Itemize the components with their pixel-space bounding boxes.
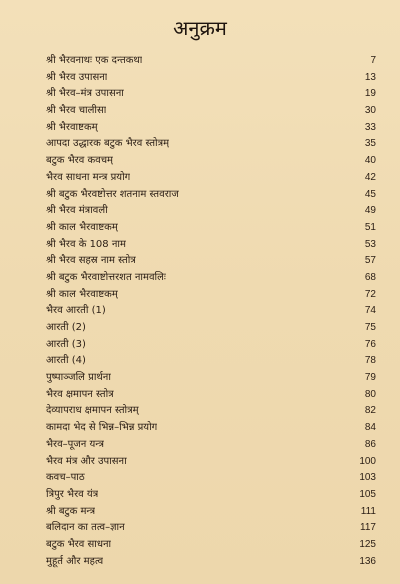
toc-entry-page-number: 7	[370, 55, 376, 66]
toc-entry-page-number: 84	[364, 422, 376, 434]
toc-entry-title: आरती (3)	[46, 338, 86, 350]
toc-entry-title: भैरव आरती (1)	[46, 305, 106, 317]
toc-entry-page-number: 86	[364, 438, 376, 450]
toc-entry-title: मुहूर्त और महत्व	[46, 555, 104, 567]
toc-entry	[46, 554, 376, 571]
toc-entry-title: कवच–पाठ	[46, 472, 85, 484]
toc-entry	[46, 403, 376, 420]
toc-entry-page-number: 72	[364, 288, 376, 300]
toc-entry	[46, 537, 376, 554]
toc-entry	[46, 287, 376, 304]
toc-entry-title: श्री भैरव मंत्रावली	[46, 205, 108, 217]
toc-entry	[46, 187, 376, 204]
toc-entry-title: बटुक भैरव साधना	[46, 538, 112, 550]
toc-entry-title: श्री भैरव चालीसा	[46, 105, 107, 117]
toc-entry	[46, 470, 376, 487]
toc-entry-title: आपदा उद्धारक बटुक भैरव स्तोत्रम्	[46, 138, 170, 150]
toc-entry	[46, 420, 376, 437]
toc-entry	[46, 303, 376, 320]
toc-entry-page-number: 125	[359, 538, 376, 550]
toc-entry-page-number: 45	[364, 188, 376, 200]
toc-entry-title: श्री भैरव सहस्र नाम स्तोत्र	[46, 255, 136, 267]
toc-entry-title: श्री भैरव–मंत्र उपासना	[46, 88, 124, 100]
toc-entry-page-number: 68	[364, 271, 376, 283]
toc-entry	[46, 520, 376, 537]
toc-entry-title: पुष्पाञ्जलि प्रार्थना	[46, 372, 111, 384]
toc-entry	[46, 136, 376, 153]
toc-entry	[46, 86, 376, 103]
toc-entry-page-number: 117	[360, 522, 376, 534]
toc-entry	[46, 437, 376, 454]
toc-entry-page-number: 100	[359, 455, 376, 467]
page-title: अनुक्रम	[173, 16, 227, 40]
toc-entry	[46, 337, 376, 354]
toc-entry-title: श्री काल भैरवाष्टकम्	[46, 288, 118, 300]
toc-entry-title: श्री काल भैरवाष्टकम्	[46, 221, 118, 233]
toc-entry-title: श्री भैरवाष्टकम्	[46, 121, 98, 133]
toc-entry	[46, 170, 376, 187]
toc-entry-page-number: 103	[359, 472, 376, 484]
toc-entry-page-number: 35	[364, 138, 376, 150]
toc-entry-page-number: 33	[364, 121, 376, 133]
toc-entry	[46, 454, 376, 471]
toc-entry	[46, 504, 376, 521]
toc-entry-title: भैरव साधना मन्त्र प्रयोग	[46, 171, 131, 183]
toc-entry-page-number: 79	[364, 372, 376, 384]
toc-entry-page-number: 42	[364, 171, 376, 183]
toc-entry-title: भैरव–पूजन यन्त्र	[46, 438, 105, 450]
toc-entry-page-number: 111	[360, 505, 376, 517]
table-of-contents	[46, 53, 376, 570]
toc-entry-page-number: 74	[364, 305, 376, 317]
toc-entry-title: भैरव मंत्र और उपासना	[46, 455, 127, 467]
toc-entry-title: आरती (2)	[46, 322, 86, 333]
toc-entry-title: देव्यापराध क्षमापन स्तोत्रम्	[46, 405, 139, 417]
toc-entry	[46, 320, 376, 337]
toc-entry	[46, 487, 376, 504]
toc-entry-title: श्री भैरवनाथः एक दन्तकथा	[46, 55, 143, 66]
toc-entry-title: बटुक भैरव कवचम्	[46, 155, 114, 167]
toc-entry-page-number: 51	[364, 221, 376, 233]
toc-entry-page-number: 82	[364, 405, 376, 417]
toc-entry-title: कामदा भेद से भिन्न–भिन्न प्रयोग	[46, 422, 158, 434]
toc-entry-title: श्री भैरव के 108 नाम	[46, 238, 126, 250]
toc-entry-page-number: 30	[364, 105, 376, 117]
toc-entry-title: श्री बटुक भैरवष्टोत्तर शतनाम स्तवराज	[46, 188, 179, 200]
toc-entry-page-number: 13	[364, 71, 376, 83]
toc-entry-title: श्री भैरव उपासना	[46, 71, 108, 83]
toc-entry-page-number: 19	[364, 88, 376, 100]
toc-entry-page-number: 49	[364, 205, 376, 217]
toc-entry	[46, 370, 376, 387]
toc-entry	[46, 53, 376, 70]
toc-entry	[46, 153, 376, 170]
toc-entry	[46, 220, 376, 237]
toc-entry-page-number: 57	[364, 255, 376, 267]
toc-entry-page-number: 40	[364, 155, 376, 167]
toc-entry	[46, 237, 376, 254]
toc-entry-title: श्री बटुक भैरवाष्टोत्तरशत नामवलिः	[46, 271, 166, 283]
toc-entry-title: भैरव क्षमापन स्तोत्र	[46, 388, 114, 400]
toc-entry	[46, 120, 376, 137]
toc-entry	[46, 387, 376, 404]
toc-entry	[46, 70, 376, 87]
toc-entry-title: त्रिपुर भैरव यंत्र	[46, 488, 99, 500]
toc-entry-page-number: 105	[359, 488, 376, 500]
toc-entry-page-number: 136	[359, 555, 376, 567]
toc-entry	[46, 270, 376, 287]
toc-entry-page-number: 80	[364, 388, 376, 400]
toc-entry-page-number: 53	[364, 238, 376, 250]
toc-entry	[46, 103, 376, 120]
toc-entry-title: बलिदान का तत्व–ज्ञान	[46, 522, 125, 534]
toc-entry	[46, 253, 376, 270]
toc-entry	[46, 203, 376, 220]
toc-entry-page-number: 75	[364, 322, 376, 333]
toc-entry	[46, 353, 376, 370]
toc-entry-title: आरती (4)	[46, 355, 86, 367]
toc-entry-page-number: 76	[364, 338, 376, 350]
toc-entry-page-number: 78	[364, 355, 376, 367]
toc-entry-title: श्री बटुक मन्त्र	[46, 505, 96, 517]
